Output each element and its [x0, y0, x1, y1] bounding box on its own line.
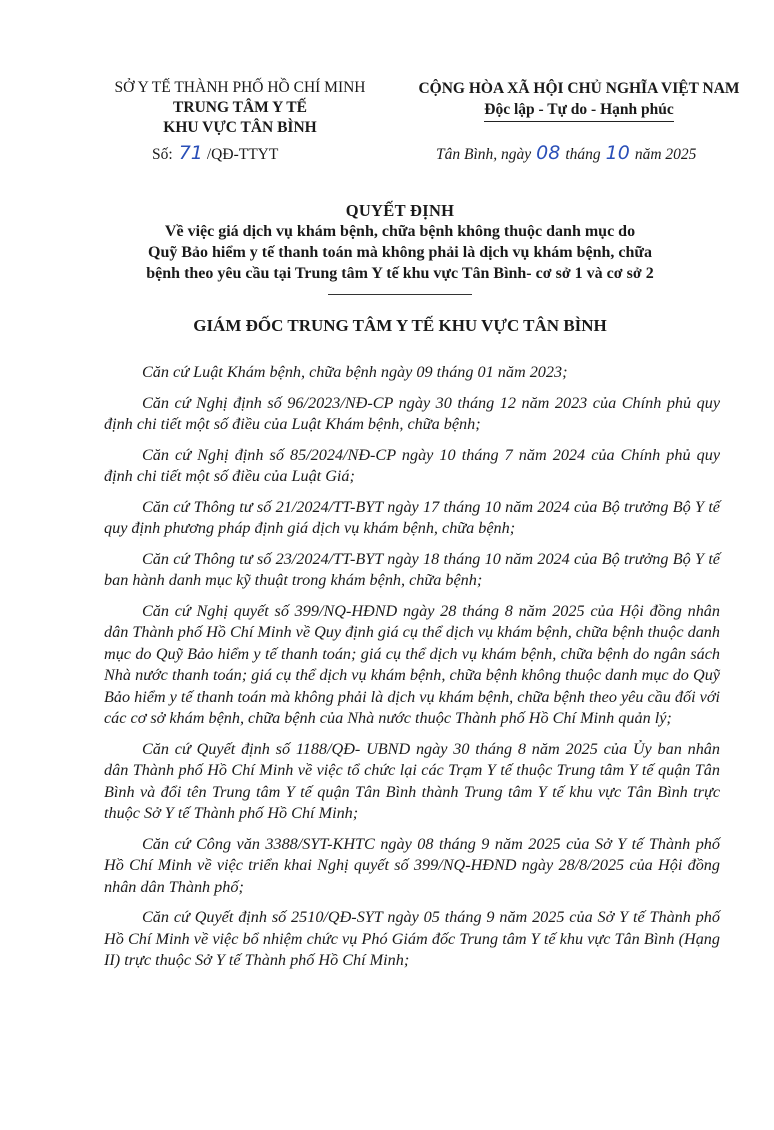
date-year: năm 2025: [634, 146, 697, 163]
legal-basis-item: Căn cứ Thông tư số 21/2024/TT-BYT ngày 17 tháng 10 năm 2024 của Bộ trưởng Bộ Y tế quy định phương pháp định giá dịch vụ khám bệnh, chữa bệnh;: [104, 497, 720, 537]
doc-number-prefix: Số:: [152, 146, 173, 163]
legal-basis-item: Căn cứ Luật Khám bệnh, chữa bệnh ngày 09 tháng 01 năm 2023;: [142, 363, 568, 381]
document-type: QUYẾT ĐỊNH: [345, 201, 455, 220]
document-date: [436, 142, 696, 164]
legal-basis-item: Căn cứ Nghị định số 96/2023/NĐ-CP ngày 30 tháng 12 năm 2023 của Chính phủ quy định chi tiết một số điều của Luật Khám bệnh, chữa bệnh;: [104, 393, 720, 433]
national-motto: Độc lập - Tự do - Hạnh phúc: [484, 99, 673, 122]
date-place-prefix: Tân Bình, ngày: [436, 146, 532, 163]
legal-basis-list: [104, 362, 720, 981]
parent-agency: SỞ Y TẾ THÀNH PHỐ HỒ CHÍ MINH: [114, 79, 366, 96]
agency-name-line-2: KHU VỰC TÂN BÌNH: [163, 119, 317, 136]
national-title-block: [404, 78, 754, 122]
doc-number-value: 71: [178, 142, 203, 164]
issuing-agency-block: [100, 78, 380, 138]
decision-title-block: [80, 200, 720, 284]
doc-number-suffix: /QĐ-TTYT: [206, 146, 279, 163]
legal-basis-item: Căn cứ Quyết định số 1188/QĐ- UBND ngày 30 tháng 8 năm 2025 của Ủy ban nhân dân Thành phố Hồ Chí Minh về việc tổ chức lại các Trạm Y tế thuộc Trung tâm Y tế quận Tân Bình và đổi tên Trung tâm Y tế quận Tân Bình thành Trung tâm Y tế khu vực Tân Bình trực thuộc Sở Y tế Thành phố Hồ Chí Minh;: [104, 739, 720, 822]
title-divider: [328, 294, 472, 295]
issuing-authority: GIÁM ĐỐC TRUNG TÂM Y TẾ KHU VỰC TÂN BÌNH: [193, 316, 607, 335]
document-number: [152, 142, 278, 164]
date-month-label: tháng: [565, 146, 601, 163]
country-name: CỘNG HÒA XÃ HỘI CHỦ NGHĨA VIỆT NAM: [418, 80, 740, 97]
date-month: 10: [605, 142, 630, 164]
title-line-3: bệnh theo yêu cầu tại Trung tâm Y tế khu vực Tân Bình- cơ sở 1 và cơ sở 2: [146, 265, 654, 282]
legal-basis-item: Căn cứ Thông tư số 23/2024/TT-BYT ngày 18 tháng 10 năm 2024 của Bộ trưởng Bộ Y tế ban hành danh mục kỹ thuật trong khám bệnh, chữa bệnh;: [104, 549, 720, 589]
legal-basis-item: Căn cứ Nghị quyết số 399/NQ-HĐND ngày 28 tháng 8 năm 2025 của Hội đồng nhân dân Thành phố Hồ Chí Minh về Quy định giá cụ thể dịch vụ khám bệnh, chữa bệnh thuộc danh mục do Quỹ Bảo hiểm y tế thanh toán; giá cụ thể dịch vụ khám bệnh, chữa bệnh do ngân sách Nhà nước thanh toán; giá cụ thể dịch vụ khám bệnh, chữa bệnh không thuộc danh mục do Quỹ Bảo hiểm y tế thanh toán mà không phải là dịch vụ khám bệnh, chữa bệnh theo yêu cầu đối với các cơ sở khám bệnh, chữa bệnh của Nhà nước thuộc Thành phố Hồ Chí Minh quản lý;: [104, 601, 720, 727]
title-line-2: Quỹ Bảo hiểm y tế thanh toán mà không phải là dịch vụ khám bệnh, chữa: [148, 244, 652, 261]
agency-name-line-1: TRUNG TÂM Y TẾ: [173, 99, 307, 116]
date-day: 08: [536, 142, 561, 164]
legal-basis-item: Căn cứ Quyết định số 2510/QĐ-SYT ngày 05 tháng 9 năm 2025 của Sở Y tế Thành phố Hồ Chí Minh về việc bổ nhiệm chức vụ Phó Giám đốc Trung tâm Y tế khu vực Tân Bình (Hạng II) trực thuộc Sở Y tế Thành phố Hồ Chí Minh;: [104, 908, 720, 969]
legal-basis-item: Căn cứ Công văn 3388/SYT-KHTC ngày 08 tháng 9 năm 2025 của Sở Y tế Thành phố Hồ Chí Minh về việc triển khai Nghị quyết số 399/NQ-HĐND ngày 28/8/2025 của Hội đồng nhân dân Thành phố;: [104, 834, 720, 896]
legal-basis-item: Căn cứ Nghị định số 85/2024/NĐ-CP ngày 10 tháng 7 năm 2024 của Chính phủ quy định chi tiết một số điều của Luật Giá;: [104, 445, 720, 485]
title-line-1: Về việc giá dịch vụ khám bệnh, chữa bệnh không thuộc danh mục do: [164, 223, 636, 240]
